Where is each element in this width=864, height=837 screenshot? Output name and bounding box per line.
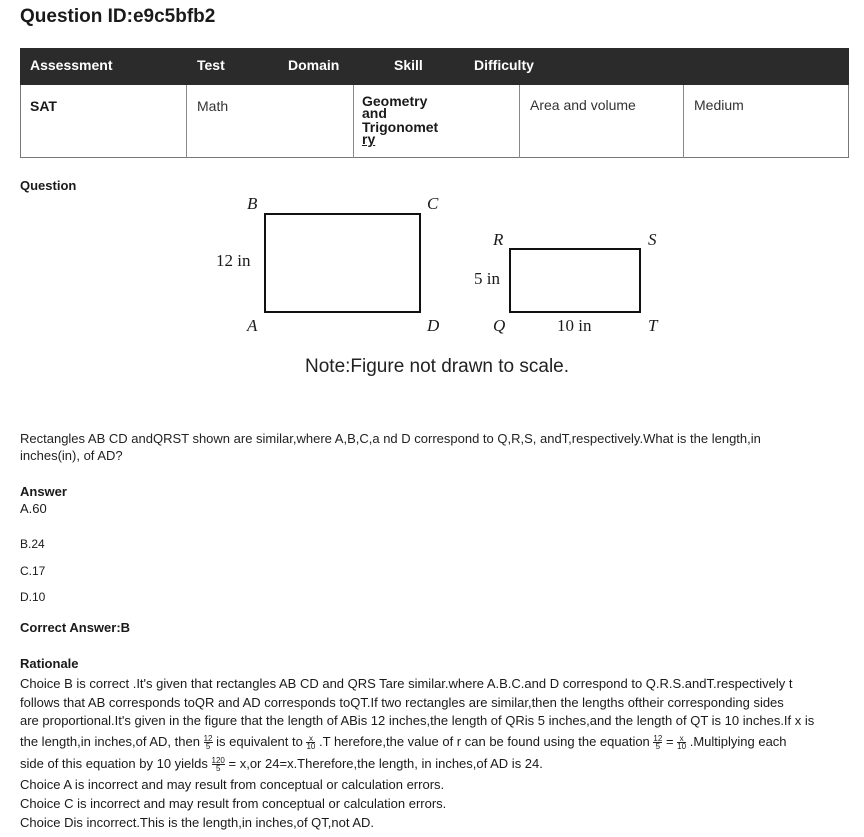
- label-a: A: [247, 316, 258, 335]
- label-t: T: [648, 316, 658, 335]
- cell-difficulty: Medium: [694, 97, 744, 113]
- choice-d: D.10: [20, 590, 46, 604]
- header-skill: Skill: [394, 57, 423, 73]
- cell-assessment: SAT: [30, 98, 57, 114]
- label-c: C: [427, 194, 439, 213]
- label-side-qt: 10 in: [557, 316, 592, 335]
- question-text-line2: inches(in), of AD?: [20, 448, 123, 463]
- label-d: D: [427, 316, 440, 335]
- question-id: Question ID:e9c5bfb2: [20, 6, 216, 27]
- rectangle-qrst: [510, 249, 640, 312]
- cell-test: Math: [197, 98, 229, 114]
- question-label: Question: [20, 178, 77, 193]
- rationale-line8: Choice Dis incorrect.This is the length,in inches,of QT,not AD.: [20, 815, 375, 830]
- label-side-qr: 5 in: [474, 269, 500, 288]
- rationale-line5: side of this equation by 10 yields $\frac{120}{5}$ = x,or 24=x.Therefore,the length, in inches,of AD is 24.: [20, 756, 543, 774]
- figure-note: Note:Figure not drawn to scale.: [305, 356, 570, 377]
- label-side-ab: 12 in: [216, 251, 251, 270]
- label-r: R: [493, 230, 504, 249]
- cell-skill: Area and volume: [530, 97, 636, 113]
- answer-label: Answer: [20, 484, 67, 499]
- header-domain: Domain: [288, 57, 340, 73]
- header-difficulty: Difficulty: [474, 57, 534, 73]
- rationale-line6: Choice A is incorrect and may result from conceptual or calculation errors.: [20, 777, 445, 792]
- rationale-line4: the length,in inches,of AD, then $\frac{12}{5}$ is equivalent to $\frac{x}{10}$ .T herefore,the value of r can be found using the equation $\frac{12}{5}$ = $\frac{x}{10}$ .Multiplying each: [20, 734, 787, 752]
- question-text-line1: Rectangles AB CD andQRST shown are similar,where A,B,C,a nd D correspond to Q,R,S, andT,respectively.What is the length,in: [20, 431, 761, 446]
- header-assessment: Assessment: [30, 57, 113, 73]
- rationale-line1: Choice B is correct .It's given that rectangles AB CD and QRS Tare similar.where A.B.C.and D correspond to Q.R.S.andT.respectively t: [20, 676, 793, 691]
- choice-b: B.24: [20, 537, 45, 551]
- rationale-line3: are proportional.It's given in the figure that the length of ABis 12 inches,the length of QRis 5 inches,and the length of QT is 10 inches.If x is: [20, 713, 815, 728]
- rationale-line2: follows that AB corresponds toQR and AD corresponds toQT.If two rectangles are similar,then the lengths oftheir corresponding sides: [20, 695, 784, 710]
- cell-domain: Geometry and Trigonomet ry: [362, 93, 439, 147]
- correct-answer: Correct Answer:B: [20, 620, 131, 635]
- rationale-line7: Choice C is incorrect and may result from conceptual or calculation errors.: [20, 796, 447, 811]
- header-test: Test: [197, 57, 225, 73]
- rationale-label: Rationale: [20, 656, 79, 671]
- choice-c: C.17: [20, 564, 46, 578]
- choice-a: A.60: [20, 501, 47, 516]
- rectangle-abcd: [265, 214, 420, 312]
- label-b: B: [247, 194, 258, 213]
- label-s: S: [648, 230, 657, 249]
- label-q: Q: [493, 316, 506, 335]
